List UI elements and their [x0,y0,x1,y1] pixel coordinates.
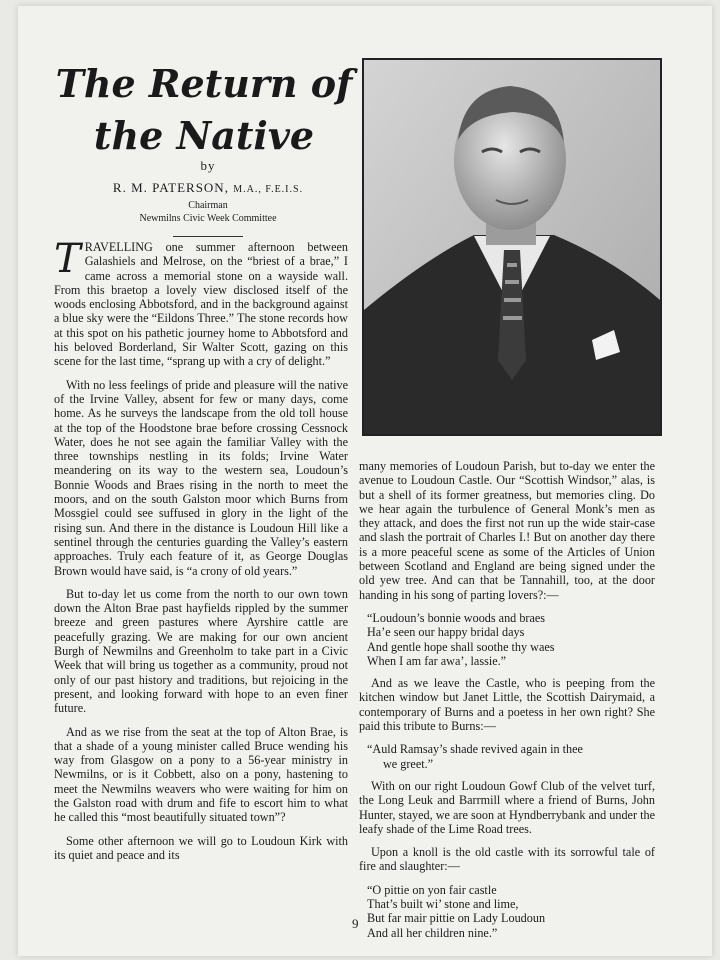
author-role: Chairman [188,200,228,211]
paragraph: And as we rise from the seat at the top of Alton Brae, is that a shade of a young minister called Bruce wending his way from Glasgow on a pony to a 56-year ministry in Newmilns, or is it Cobbett, also on a pony, hastening to meet the Newmilns weavers who were waiting for him on the Galston road with drum and fife to escort him to what he called this “most beautifully situated town”? [54,724,348,825]
paragraph [54,236,348,369]
author-line [58,180,358,196]
paragraph: Some other afternoon we will go to Loudoun Kirk with its quiet and peace and its [54,833,348,862]
verse-line: But far mair pittie on Lady Loudoun [367,911,546,926]
paragraph-text: RAVELLING one summer afternoon between Galashiels and Melrose, on the “briest of a brae,” I came across a memorial stone on a wayside wall. From this braetop a lovely view disclosed itself of the woods enclosing Abbotsford, and in the background against a blue sky were the “Eildons Three.” The stone records how at this spot on his pathetic journey home to Abbotsford and his beloved Borderland, Sir Walter Scott, gazing on this scene for the last time, “sprang up with a cry of delight.” [54,240,348,369]
verse [359,742,655,771]
verse [359,883,655,940]
title-line-2: the Native [93,113,315,158]
paragraph: many memories of Loudoun Parish, but to-day we enter the avenue to Loudoun Castle. Our “Scottish Windsor,” alas, is but a shell of its former greatness, but memories cling. Do we hear again the turbulence of General Monk’s men as they attack, and does the first not run up the wide stair-case and slash the portrait of Charles I.! But on another day there is a more peaceful scene as some of the Articles of Union between Scotland and England are being signed under the old yew tree. And can that be Tannahill, too, at the door handing in his song of parting lovers?:— [359,459,655,602]
article-title [54,58,354,162]
right-column [359,459,655,948]
title-line-1: The Return of [55,61,353,106]
paragraph: Upon a knoll is the old castle with its sorrowful tale of fire and slaughter:— [359,845,655,874]
verse-line: And all her children nine.” [367,925,498,940]
paragraph: And as we leave the Castle, who is peeping from the kitchen window but Janet Little, the Scottish Dairymaid, a contemporary of Burns and a poetess in her own right? She paid this tribute to Burns:— [359,676,655,734]
verse-line: Ha’e seen our happy bridal days [367,625,525,640]
page-number: 9 [352,916,359,931]
verse-line: When I am far awa’, lassie.” [367,653,507,668]
left-column [54,236,348,871]
verse-line: “Loudoun’s bonnie woods and braes [367,610,546,625]
magazine-page [18,6,712,956]
divider [173,236,243,237]
paragraph: With no less feelings of pride and pleasure will the native of the Irvine Valley, absent for few or many days, come home. As he surveys the landscape from the old toll house at the top of the Hoodstone brae before crossing Cessnock Water, does he not see again the familiar Valley with the three townships nestling in its folds; Irvine Water meandering on its way to the western sea, Loudoun’s Bonnie Woods and Braes rising in the north to meet the moors, and on the south Galston moor which Burns from Mossgiel could see suffused in glory in the light of the rising sun. And there in the distance is Loudoun Hill like a sentinel through the centuries guarding the Valley’s eastern approaches. Truly each feature of it, as George Douglas Brown would have said, is “a crony of old years.” [54,377,348,578]
by-label: by [200,158,216,173]
verse-line: And gentle hope shall soothe thy waes [367,639,555,654]
author-organization: Newmilns Civic Week Committee [139,213,277,224]
byline [58,158,358,237]
author-name: R. M. PATERSON, [112,180,229,195]
verse-line: “O pittie on yon fair castle [367,882,497,897]
author-degrees: M.A., F.E.I.S. [233,184,304,195]
verse-line: That’s built wi’ stone and lime, [367,897,519,912]
author-portrait-photo [362,58,662,436]
drop-cap: T [54,236,81,282]
verse-line: we greet.” [383,756,434,771]
verse [359,611,655,668]
verse-line: “Auld Ramsay’s shade revived again in thee [367,742,583,757]
paragraph: With on our right Loudoun Gowf Club of the velvet turf, the Long Leuk and Barrmill where a friend of Burns, John Hunter, stayed, we are soon at Hyndberrybank and under the leafy shade of the Lime Road trees. [359,778,655,836]
paragraph: But to-day let us come from the north to our own town down the Alton Brae past hayfields rippled by the summer breeze and green pastures where Ayrshire cattle are peacefully grazing. We are making for our own ancient Burgh of Newmilns and Greenholm to take part in a Civic Week that will bring us together as a community, proud not only of our past history and traditions, but rejoicing in the present, and looking forward with hope to an even finer future. [54,586,348,716]
